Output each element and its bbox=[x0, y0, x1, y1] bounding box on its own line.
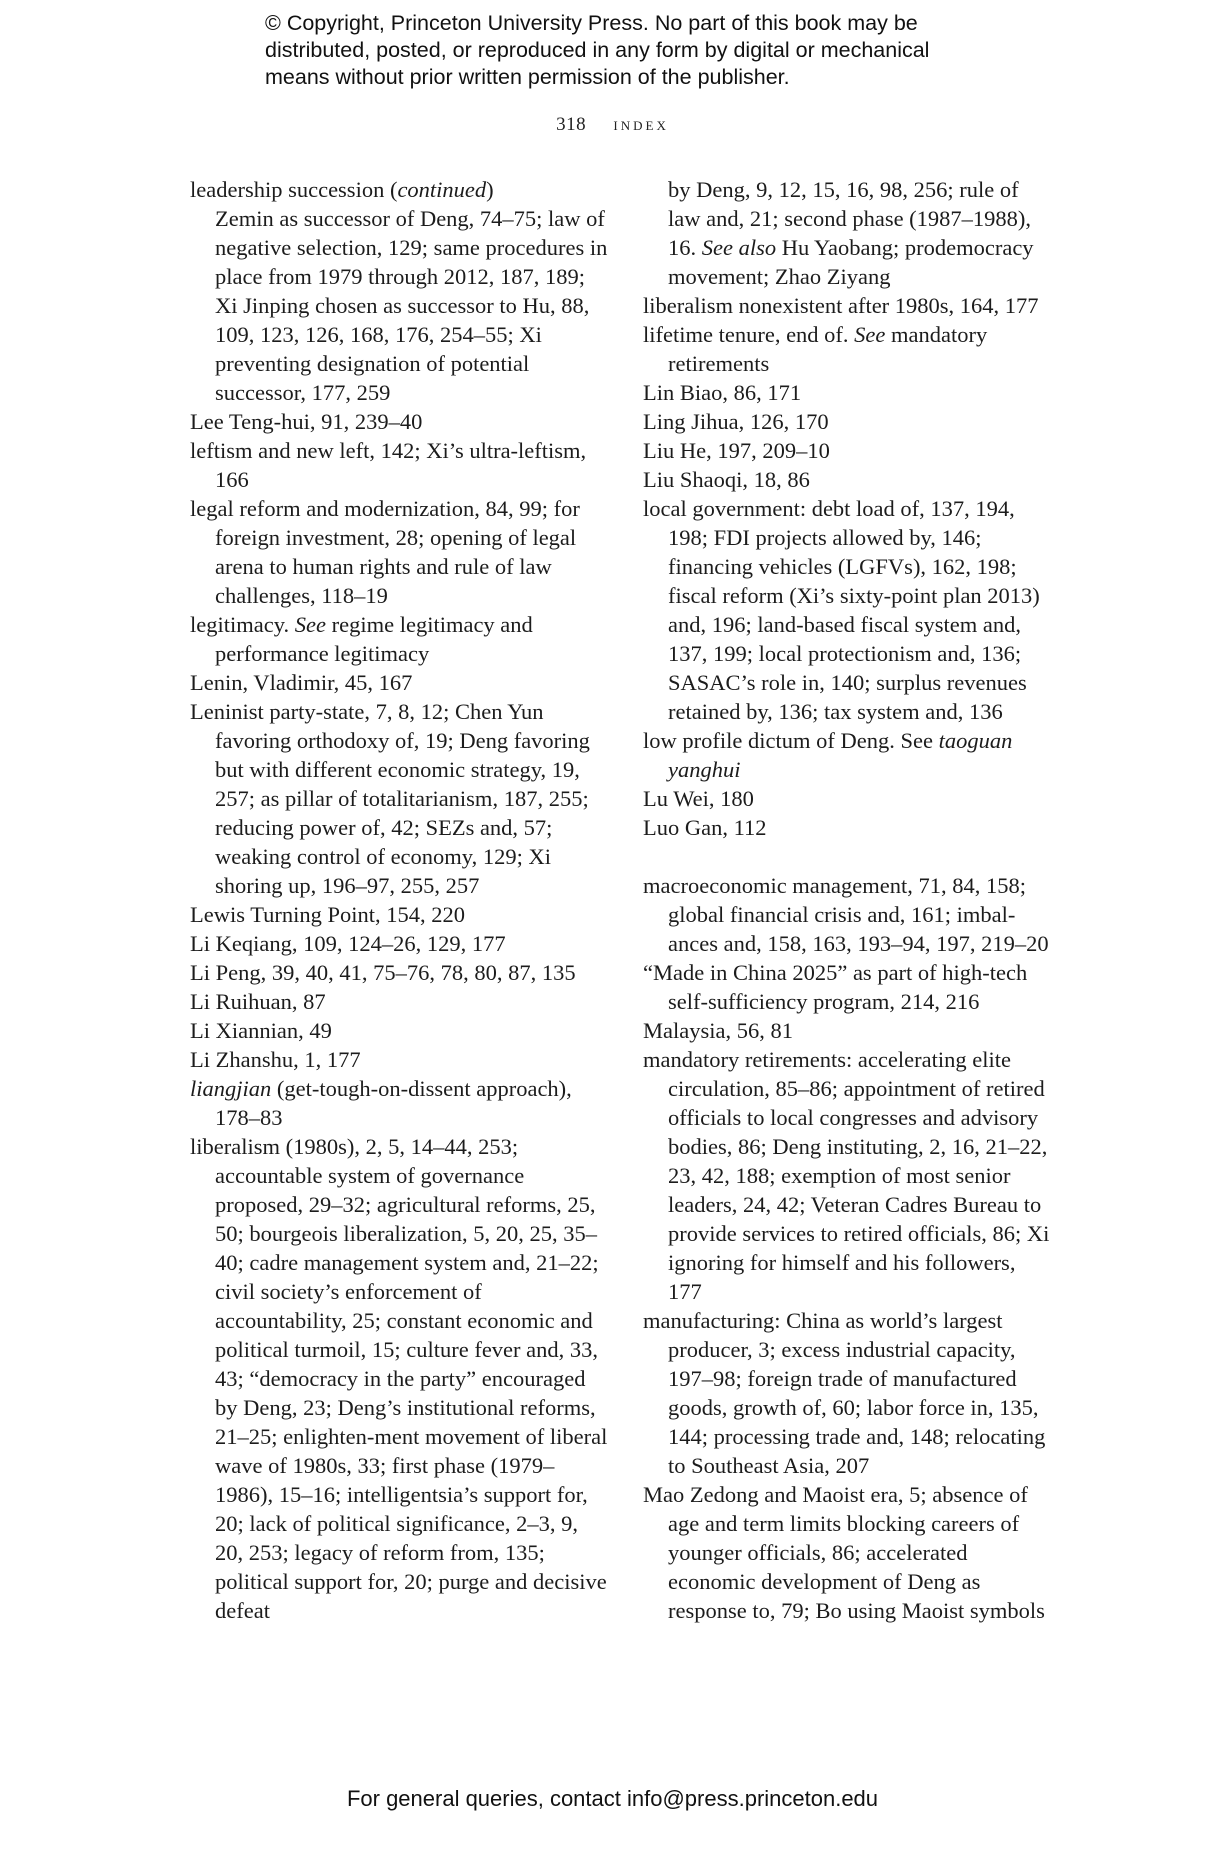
index-entry bbox=[643, 1480, 1053, 1625]
entry-text: leadership succession ( bbox=[190, 177, 398, 202]
entry-text: Li Xiannian, 49 bbox=[190, 1018, 332, 1043]
index-entry bbox=[643, 1016, 1053, 1045]
running-head bbox=[0, 114, 1225, 136]
entry-text: Ling Jihua, 126, 170 bbox=[643, 409, 829, 434]
entry-text: manufacturing: China as world’s largest producer, 3; excess industrial capacity, 197–98; foreign trade of manufactured goods, growth of, 60; labor force in, 135, 144; processing trade and, 148; relocating to Southeast Asia, 207 bbox=[643, 1308, 1046, 1478]
index-entry bbox=[190, 697, 610, 900]
index-entry bbox=[190, 610, 610, 668]
entry-text: low profile dictum of Deng. See bbox=[643, 728, 939, 753]
index-entry bbox=[190, 175, 610, 204]
entry-text: Li Peng, 39, 40, 41, 75–76, 78, 80, 87, 135 bbox=[190, 960, 576, 985]
index-entry bbox=[190, 494, 610, 610]
entry-text: Li Keqiang, 109, 124–26, 129, 177 bbox=[190, 931, 506, 956]
index-entry bbox=[643, 407, 1053, 436]
index-entry bbox=[190, 668, 610, 697]
entry-text: liberalism (1980s), 2, 5, 14–44, 253; accountable system of governance proposed, 29–32; agricultural reforms, 25, 50; bourgeois liberalization, 5, 20, 25, 35–40; cadre management system and, 21–22; civil society’s enforcement of accountability, 25; constant economic and political turmoil, 15; culture fever and, 33, 43; “democracy in the party” encouraged by Deng, 23; Deng’s institutional reforms, 21–25; enlighten-ment movement of liberal wave of 1980s, 33; first phase (1979–1986), 15–16; intelligentsia’s support for, 20; lack of political significance, 2–3, 9, 20, 253; legacy of reform from, 135; political support for, 20; purge and decisive defeat bbox=[190, 1134, 608, 1623]
section-gap bbox=[643, 842, 1053, 871]
entry-text: legal reform and modernization, 84, 99; for foreign investment, 28; opening of legal arena to human rights and rule of law challenges, 118–19 bbox=[190, 496, 580, 608]
entry-text: local government: debt load of, 137, 194, 198; FDI projects allowed by, 146; financing vehicles (LGFVs), 162, 198; fiscal reform (Xi’s sixty-point plan 2013) and, 196; land-based fiscal system and, 137, 199; local protectionism and, 136; SASAC’s role in, 140; surplus revenues retained by, 136; tax system and, 136 bbox=[643, 496, 1040, 724]
index-entry bbox=[643, 958, 1053, 1016]
entry-text: mandatory retirements: accelerating elite circulation, 85–86; appointment of retired officials to local congresses and advisory bodies, 86; Deng instituting, 2, 16, 21–22, 23, 42, 188; exemption of most senior leaders, 24, 42; Veteran Cadres Bureau to provide services to retired officials, 86; Xi ignoring for himself and his followers, 177 bbox=[643, 1047, 1050, 1304]
entry-text: legitimacy. bbox=[190, 612, 295, 637]
entry-text: Lenin, Vladimir, 45, 167 bbox=[190, 670, 413, 695]
index-entry bbox=[190, 900, 610, 929]
section-title: index bbox=[613, 114, 669, 135]
index-entry bbox=[643, 784, 1053, 813]
italic-text: See bbox=[294, 612, 326, 637]
italic-text: continued bbox=[397, 177, 487, 202]
index-entry bbox=[190, 1074, 610, 1132]
index-entry bbox=[643, 494, 1053, 726]
index-entry bbox=[190, 1016, 610, 1045]
index-entry bbox=[190, 929, 610, 958]
entry-text: (get-tough-on-dissent approach), 178–83 bbox=[215, 1076, 572, 1130]
index-entry bbox=[190, 987, 610, 1016]
entry-text: lifetime tenure, end of. bbox=[643, 322, 855, 347]
index-column-right bbox=[643, 175, 1053, 1625]
index-entry-continuation bbox=[190, 204, 610, 407]
entry-text: mandatory retirements bbox=[668, 322, 988, 376]
entry-text: Li Zhanshu, 1, 177 bbox=[190, 1047, 361, 1072]
entry-text: Hu Yaobang; prodemocracy movement; Zhao Ziyang bbox=[668, 235, 1034, 289]
copyright-notice bbox=[265, 10, 1025, 91]
index-entry bbox=[190, 1045, 610, 1074]
index-entry bbox=[190, 1132, 610, 1625]
entry-text: Leninist party-state, 7, 8, 12; Chen Yun favoring orthodoxy of, 19; Deng favoring but with different economic strategy, 19, 257; as pillar of totalitarianism, 187, 255; reducing power of, 42; SEZs and, 57; weaking control of economy, 129; Xi shoring up, 196–97, 255, 257 bbox=[190, 699, 590, 898]
index-entry bbox=[643, 726, 1053, 784]
entry-text: “Made in China 2025” as part of high-tech self-sufficiency program, 214, 216 bbox=[643, 960, 1028, 1014]
entry-text: macroeconomic management, 71, 84, 158; global financial crisis and, 161; imbal-ances and, 158, 163, 193–94, 197, 219–20 bbox=[643, 873, 1049, 956]
entry-text: Malaysia, 56, 81 bbox=[643, 1018, 793, 1043]
italic-text: liangjian bbox=[190, 1076, 272, 1101]
index-entry bbox=[190, 407, 610, 436]
entry-text: leftism and new left, 142; Xi’s ultra-leftism, 166 bbox=[190, 438, 587, 492]
index-entry bbox=[190, 436, 610, 494]
entry-text: liberalism nonexistent after 1980s, 164, 177 bbox=[643, 293, 1039, 318]
index-entry bbox=[643, 1045, 1053, 1306]
entry-text: regime legitimacy and performance legitimacy bbox=[215, 612, 533, 666]
index-entry bbox=[643, 1306, 1053, 1480]
entry-text: Zemin as successor of Deng, 74–75; law of negative selection, 129; same procedures in place from 1979 through 2012, 187, 189; Xi Jinping chosen as successor to Hu, 88, 109, 123, 126, 168, 176, 254–55; Xi preventing designation of potential successor, 177, 259 bbox=[215, 206, 608, 405]
index-column-left bbox=[190, 175, 610, 1625]
italic-text: See also bbox=[701, 235, 777, 260]
entry-text: Luo Gan, 112 bbox=[643, 815, 767, 840]
entry-text: Liu He, 197, 209–10 bbox=[643, 438, 830, 463]
entry-text: Lee Teng-hui, 91, 239–40 bbox=[190, 409, 423, 434]
index-entry bbox=[190, 958, 610, 987]
index-entry bbox=[643, 871, 1053, 958]
index-entry bbox=[643, 291, 1053, 320]
index-entry bbox=[643, 436, 1053, 465]
index-entry bbox=[643, 465, 1053, 494]
index-entry bbox=[643, 378, 1053, 407]
entry-text: by Deng, 9, 12, 15, 16, 98, 256; rule of law and, 21; second phase (1987–1988), 16. bbox=[668, 177, 1032, 260]
entry-text: Lewis Turning Point, 154, 220 bbox=[190, 902, 466, 927]
copyright-line: means without prior written permission of the publisher. bbox=[265, 65, 790, 89]
index-entry-continuation bbox=[643, 175, 1053, 291]
entry-text: Lu Wei, 180 bbox=[643, 786, 754, 811]
italic-text: See bbox=[854, 322, 886, 347]
italic-text: taoguan yanghui bbox=[668, 728, 1013, 782]
index-entry bbox=[643, 813, 1053, 842]
page-number: 318 bbox=[556, 114, 587, 135]
entry-text: Mao Zedong and Maoist era, 5; absence of age and term limits blocking careers of younger officials, 86; accelerated economic development of Deng as response to, 79; Bo using Maoist symbols bbox=[643, 1482, 1045, 1623]
entry-text: Lin Biao, 86, 171 bbox=[643, 380, 802, 405]
entry-text: ) bbox=[486, 177, 494, 202]
index-entry bbox=[643, 320, 1053, 378]
copyright-line: distributed, posted, or reproduced in any form by digital or mechanical bbox=[265, 38, 930, 62]
footer-contact: For general queries, contact info@press.princeton.edu bbox=[346, 1786, 879, 1811]
copyright-line: © Copyright, Princeton University Press. No part of this book may be bbox=[265, 11, 918, 35]
entry-text: Liu Shaoqi, 18, 86 bbox=[643, 467, 810, 492]
entry-text: Li Ruihuan, 87 bbox=[190, 989, 326, 1014]
